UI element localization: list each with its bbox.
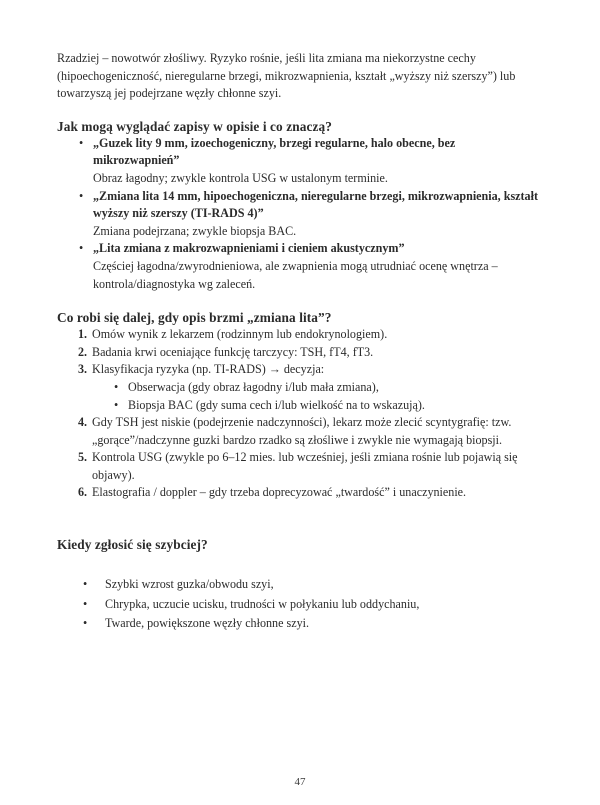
section-heading-3: Kiedy zgłosić się szybciej? — [57, 537, 208, 553]
list-item — [57, 135, 543, 188]
list-item — [57, 326, 543, 344]
list-item-text: Obserwacja (gdy obraz łagodny i/lub mała zmiana), — [128, 379, 379, 394]
list-item-sub: Obraz łagodny; zwykle kontrola USG w ustalonym terminie. — [93, 170, 388, 185]
list-item-text: Chrypka, uczucie ucisku, trudności w połykaniu lub oddychaniu, — [105, 596, 420, 611]
list-item-sub: Częściej łagodna/zwyrodnieniowa, ale zwapnienia mogą utrudniać ocenę wnętrza – kontrola/diagnostyka wg zaleceń. — [93, 258, 498, 291]
list-item-text: Gdy TSH jest niskie (podejrzenie nadczynności), lekarz może zlecić scyntygrafię: tzw. „gorące”/nadczynne guzki bardzo rzadko są złośliwe i zwykle nie wymagają biopsji. — [92, 415, 512, 447]
list-item — [57, 484, 543, 502]
page-content — [57, 50, 543, 634]
list-item-text: Elastografia / doppler – gdy trzeba doprecyzować „twardość” i unaczynienie. — [92, 485, 467, 500]
list-item-sub: Zmiana podejrzana; zwykle biopsja BAC. — [93, 223, 297, 238]
list-item — [57, 595, 543, 615]
list-item-text: Biopsja BAC (gdy suma cech i/lub wielkość na to wskazują). — [128, 397, 425, 412]
list-item — [57, 614, 543, 634]
section-heading-1: Jak mogą wyglądać zapisy w opisie i co znaczą? — [57, 118, 332, 134]
list-item — [57, 344, 543, 362]
nested-bullet-list — [92, 379, 543, 414]
spacer — [57, 103, 543, 118]
bullet-icon: • — [114, 397, 119, 412]
list-item-text: Kontrola USG (zwykle po 6–12 mies. lub wcześniej, jeśli zmiana rośnie lub pojawią się objawy). — [92, 450, 518, 482]
bullet-icon: • — [79, 135, 84, 150]
list-item — [57, 414, 543, 449]
warning-signs-list — [57, 575, 543, 634]
list-item — [57, 361, 543, 414]
procedure-numbered-list — [57, 326, 543, 502]
list-item — [92, 379, 543, 397]
bullet-icon: • — [83, 577, 88, 592]
bullet-icon: • — [83, 616, 88, 631]
list-item — [57, 240, 543, 293]
list-item-text: Twarde, powiększone węzły chłonne szyi. — [105, 616, 310, 631]
list-item-text: Omów wynik z lekarzem (rodzinnym lub endokrynologiem). — [92, 327, 388, 342]
list-item-lead: „Guzek lity 9 mm, izoechogeniczny, brzegi regularne, halo obecne, bez mikrozwapnień” — [93, 135, 456, 168]
bullet-icon: • — [114, 379, 119, 394]
section-heading-2: Co robi się dalej, gdy opis brzmi „zmiana lita”? — [57, 310, 332, 326]
list-item — [92, 397, 543, 415]
list-item — [57, 188, 543, 241]
bullet-icon: • — [79, 241, 84, 256]
spacer — [57, 293, 543, 309]
list-item-text: Badania krwi oceniające funkcję tarczycy: TSH, fT4, fT3. — [92, 344, 374, 359]
spacer — [57, 553, 543, 575]
bullet-icon: • — [83, 596, 88, 611]
list-item-number: 1. — [78, 327, 88, 342]
list-item-lead: „Lita zmiana z makrozwapnieniami i cieniem akustycznym” — [93, 241, 405, 256]
bullet-icon: • — [79, 188, 84, 203]
list-item-text: Klasyfikacja ryzyka (np. TI-RADS) → decyzja: — [92, 362, 325, 377]
spacer — [57, 502, 543, 536]
list-item — [57, 575, 543, 595]
list-item-number: 4. — [78, 415, 88, 430]
list-item-number: 3. — [78, 362, 88, 377]
page-number: 47 — [294, 776, 306, 788]
description-bullet-list — [57, 135, 543, 293]
list-item-number: 5. — [78, 450, 88, 465]
list-item-number: 2. — [78, 344, 88, 359]
intro-paragraph: Rzadziej – nowotwór złośliwy. Ryzyko rośnie, jeśli lita zmiana ma niekorzystne cechy (hipoechogeniczność, nieregularne brzegi, mikrozwapnienia, kształt „wyższy niż szerszy”) lub towarzyszą jej podejrzane węzły chłonne szyi. — [57, 51, 516, 101]
list-item-lead: „Zmiana lita 14 mm, hipoechogeniczna, nieregularne brzegi, mikrozwapnienia, kształt wyższy niż szerszy (TI-RADS 4)” — [93, 188, 538, 221]
list-item-number: 6. — [78, 485, 88, 500]
list-item — [57, 449, 543, 484]
list-item-text: Szybki wzrost guzka/obwodu szyi, — [105, 577, 274, 592]
